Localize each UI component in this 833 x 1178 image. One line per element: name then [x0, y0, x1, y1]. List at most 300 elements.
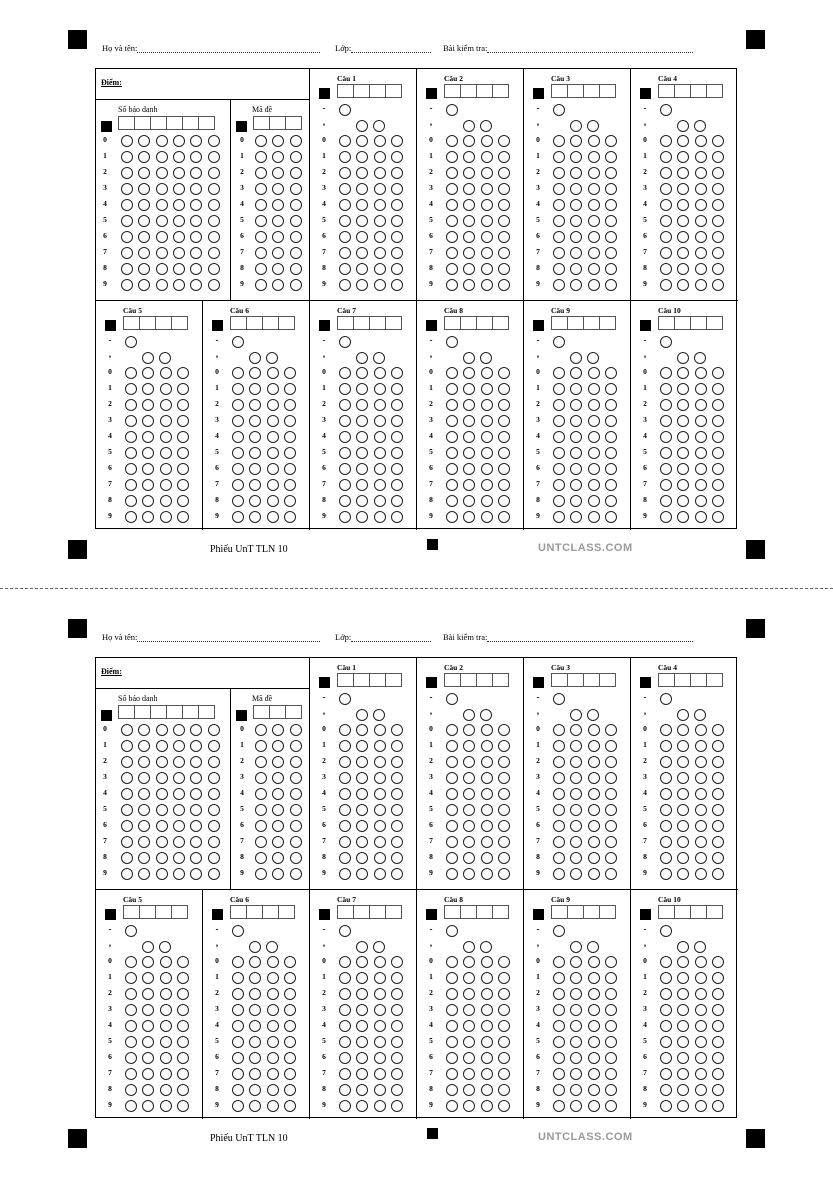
answer-bubble[interactable]: [339, 956, 351, 968]
answer-bubble[interactable]: [249, 383, 261, 395]
answer-bubble[interactable]: [570, 151, 582, 163]
answer-bubble[interactable]: [498, 463, 510, 475]
test-code-bubble[interactable]: [255, 135, 267, 147]
answer-bubble[interactable]: [356, 956, 368, 968]
answer-bubble[interactable]: [463, 247, 475, 259]
answer-bubble[interactable]: [660, 247, 672, 259]
answer-bubble[interactable]: [177, 956, 189, 968]
student-id-bubble[interactable]: [138, 804, 150, 816]
answer-bubble[interactable]: [142, 1100, 154, 1112]
answer-bubble[interactable]: [463, 820, 475, 832]
sign-bubble[interactable]: [339, 336, 351, 348]
answer-bubble[interactable]: [695, 367, 707, 379]
answer-box[interactable]: [706, 905, 723, 919]
student-id-bubble[interactable]: [138, 756, 150, 768]
answer-bubble[interactable]: [356, 724, 368, 736]
answer-box[interactable]: [123, 316, 140, 330]
answer-bubble[interactable]: [267, 447, 279, 459]
student-id-bubble[interactable]: [190, 756, 202, 768]
answer-bubble[interactable]: [374, 868, 386, 880]
digit-box[interactable]: [253, 116, 270, 130]
answer-bubble[interactable]: [284, 1004, 296, 1016]
answer-box[interactable]: [262, 905, 279, 919]
answer-bubble[interactable]: [605, 215, 617, 227]
digit-box[interactable]: [182, 116, 199, 130]
answer-bubble[interactable]: [249, 1068, 261, 1080]
answer-box[interactable]: [599, 673, 616, 687]
answer-bubble[interactable]: [498, 399, 510, 411]
digit-box[interactable]: [269, 116, 286, 130]
answer-bubble[interactable]: [481, 972, 493, 984]
answer-box[interactable]: [278, 905, 295, 919]
answer-bubble[interactable]: [712, 367, 724, 379]
sign-bubble[interactable]: [125, 925, 137, 937]
answer-bubble[interactable]: [553, 1020, 565, 1032]
answer-bubble[interactable]: [660, 1036, 672, 1048]
student-id-bubble[interactable]: [173, 772, 185, 784]
answer-bubble[interactable]: [125, 1100, 137, 1112]
answer-bubble[interactable]: [677, 804, 689, 816]
answer-bubble[interactable]: [553, 263, 565, 275]
answer-bubble[interactable]: [142, 1052, 154, 1064]
answer-box[interactable]: [123, 905, 140, 919]
answer-bubble[interactable]: [712, 820, 724, 832]
student-id-bubble[interactable]: [156, 135, 168, 147]
answer-bubble[interactable]: [712, 1068, 724, 1080]
answer-bubble[interactable]: [570, 956, 582, 968]
answer-bubble[interactable]: [588, 247, 600, 259]
answer-bubble[interactable]: [605, 868, 617, 880]
answer-box[interactable]: [690, 316, 707, 330]
answer-bubble[interactable]: [695, 247, 707, 259]
answer-bubble[interactable]: [374, 479, 386, 491]
answer-bubble[interactable]: [695, 1020, 707, 1032]
answer-bubble[interactable]: [356, 836, 368, 848]
decimal-bubble[interactable]: [570, 352, 582, 364]
answer-bubble[interactable]: [605, 167, 617, 179]
answer-box[interactable]: [690, 905, 707, 919]
sign-bubble[interactable]: [446, 104, 458, 116]
answer-bubble[interactable]: [588, 972, 600, 984]
answer-bubble[interactable]: [356, 740, 368, 752]
answer-bubble[interactable]: [339, 820, 351, 832]
test-code-bubble[interactable]: [290, 151, 302, 163]
answer-bubble[interactable]: [677, 367, 689, 379]
student-id-bubble[interactable]: [173, 836, 185, 848]
answer-bubble[interactable]: [267, 956, 279, 968]
answer-bubble[interactable]: [481, 1004, 493, 1016]
decimal-bubble[interactable]: [373, 352, 385, 364]
answer-bubble[interactable]: [463, 279, 475, 291]
answer-bubble[interactable]: [605, 279, 617, 291]
name-line[interactable]: [137, 44, 320, 53]
answer-bubble[interactable]: [267, 415, 279, 427]
answer-bubble[interactable]: [446, 199, 458, 211]
answer-bubble[interactable]: [498, 1084, 510, 1096]
answer-bubble[interactable]: [605, 852, 617, 864]
answer-bubble[interactable]: [125, 1020, 137, 1032]
answer-box[interactable]: [278, 316, 295, 330]
student-id-bubble[interactable]: [173, 756, 185, 768]
student-id-bubble[interactable]: [173, 135, 185, 147]
answer-bubble[interactable]: [125, 988, 137, 1000]
answer-bubble[interactable]: [498, 956, 510, 968]
answer-bubble[interactable]: [695, 1036, 707, 1048]
test-code-bubble[interactable]: [255, 279, 267, 291]
answer-box[interactable]: [353, 673, 370, 687]
answer-bubble[interactable]: [588, 511, 600, 523]
student-id-bubble[interactable]: [138, 836, 150, 848]
answer-bubble[interactable]: [232, 511, 244, 523]
answer-bubble[interactable]: [446, 972, 458, 984]
answer-bubble[interactable]: [712, 263, 724, 275]
answer-bubble[interactable]: [142, 1084, 154, 1096]
answer-bubble[interactable]: [553, 740, 565, 752]
answer-bubble[interactable]: [481, 231, 493, 243]
digit-box[interactable]: [166, 705, 183, 719]
answer-bubble[interactable]: [660, 1004, 672, 1016]
answer-bubble[interactable]: [481, 772, 493, 784]
answer-bubble[interactable]: [677, 511, 689, 523]
answer-box[interactable]: [444, 673, 461, 687]
student-id-bubble[interactable]: [190, 167, 202, 179]
digit-box[interactable]: [118, 705, 135, 719]
answer-bubble[interactable]: [660, 868, 672, 880]
answer-bubble[interactable]: [356, 1100, 368, 1112]
answer-bubble[interactable]: [481, 1020, 493, 1032]
test-code-bubble[interactable]: [255, 868, 267, 880]
answer-bubble[interactable]: [481, 479, 493, 491]
answer-bubble[interactable]: [677, 383, 689, 395]
answer-bubble[interactable]: [463, 756, 475, 768]
sign-bubble[interactable]: [446, 336, 458, 348]
student-id-bubble[interactable]: [138, 868, 150, 880]
student-id-bubble[interactable]: [208, 167, 220, 179]
answer-bubble[interactable]: [339, 1084, 351, 1096]
answer-bubble[interactable]: [374, 431, 386, 443]
student-id-bubble[interactable]: [208, 756, 220, 768]
answer-bubble[interactable]: [374, 183, 386, 195]
answer-bubble[interactable]: [249, 1084, 261, 1096]
answer-bubble[interactable]: [605, 263, 617, 275]
answer-bubble[interactable]: [660, 447, 672, 459]
answer-bubble[interactable]: [142, 431, 154, 443]
answer-bubble[interactable]: [712, 447, 724, 459]
answer-bubble[interactable]: [481, 1084, 493, 1096]
answer-bubble[interactable]: [177, 1068, 189, 1080]
answer-bubble[interactable]: [588, 463, 600, 475]
answer-bubble[interactable]: [553, 972, 565, 984]
student-id-bubble[interactable]: [121, 772, 133, 784]
test-code-bubble[interactable]: [255, 804, 267, 816]
answer-bubble[interactable]: [588, 868, 600, 880]
answer-bubble[interactable]: [177, 988, 189, 1000]
answer-bubble[interactable]: [391, 756, 403, 768]
answer-bubble[interactable]: [446, 279, 458, 291]
answer-bubble[interactable]: [605, 495, 617, 507]
answer-bubble[interactable]: [463, 1084, 475, 1096]
test-code-bubble[interactable]: [255, 151, 267, 163]
answer-bubble[interactable]: [232, 972, 244, 984]
answer-bubble[interactable]: [553, 167, 565, 179]
answer-bubble[interactable]: [712, 511, 724, 523]
answer-bubble[interactable]: [339, 724, 351, 736]
answer-bubble[interactable]: [660, 756, 672, 768]
student-id-bubble[interactable]: [156, 199, 168, 211]
answer-bubble[interactable]: [712, 383, 724, 395]
answer-bubble[interactable]: [588, 740, 600, 752]
student-id-bubble[interactable]: [208, 868, 220, 880]
answer-bubble[interactable]: [374, 135, 386, 147]
answer-bubble[interactable]: [391, 740, 403, 752]
answer-bubble[interactable]: [498, 415, 510, 427]
answer-bubble[interactable]: [446, 495, 458, 507]
answer-bubble[interactable]: [356, 1084, 368, 1096]
sign-bubble[interactable]: [660, 336, 672, 348]
answer-bubble[interactable]: [374, 463, 386, 475]
answer-box[interactable]: [385, 905, 402, 919]
answer-bubble[interactable]: [570, 495, 582, 507]
answer-bubble[interactable]: [660, 988, 672, 1000]
answer-bubble[interactable]: [446, 247, 458, 259]
digit-box[interactable]: [150, 116, 167, 130]
answer-bubble[interactable]: [446, 1052, 458, 1064]
answer-boxes[interactable]: [444, 84, 508, 98]
answer-bubble[interactable]: [695, 151, 707, 163]
answer-box[interactable]: [583, 905, 600, 919]
answer-bubble[interactable]: [588, 1084, 600, 1096]
answer-bubble[interactable]: [446, 1036, 458, 1048]
student-id-bubble[interactable]: [121, 868, 133, 880]
answer-bubble[interactable]: [463, 740, 475, 752]
test-code-bubble[interactable]: [290, 167, 302, 179]
answer-bubble[interactable]: [481, 852, 493, 864]
answer-box[interactable]: [246, 905, 263, 919]
answer-bubble[interactable]: [374, 1036, 386, 1048]
answer-bubble[interactable]: [267, 988, 279, 1000]
test-code-bubble[interactable]: [272, 788, 284, 800]
student-id-bubble[interactable]: [121, 279, 133, 291]
answer-bubble[interactable]: [677, 135, 689, 147]
answer-bubble[interactable]: [374, 724, 386, 736]
answer-bubble[interactable]: [391, 431, 403, 443]
student-id-bubble[interactable]: [156, 740, 168, 752]
answer-box[interactable]: [583, 316, 600, 330]
answer-bubble[interactable]: [660, 1020, 672, 1032]
student-id-bubble[interactable]: [156, 852, 168, 864]
answer-bubble[interactable]: [356, 1004, 368, 1016]
answer-bubble[interactable]: [446, 1004, 458, 1016]
answer-bubble[interactable]: [391, 215, 403, 227]
sign-bubble[interactable]: [125, 336, 137, 348]
answer-bubble[interactable]: [374, 231, 386, 243]
answer-bubble[interactable]: [677, 1036, 689, 1048]
answer-bubble[interactable]: [498, 1052, 510, 1064]
answer-bubble[interactable]: [677, 463, 689, 475]
answer-bubble[interactable]: [553, 1068, 565, 1080]
answer-bubble[interactable]: [588, 447, 600, 459]
answer-bubble[interactable]: [481, 511, 493, 523]
decimal-bubble[interactable]: [677, 120, 689, 132]
answer-bubble[interactable]: [391, 263, 403, 275]
test-code-bubble[interactable]: [290, 263, 302, 275]
answer-bubble[interactable]: [605, 367, 617, 379]
student-id-bubble[interactable]: [208, 135, 220, 147]
answer-bubble[interactable]: [605, 740, 617, 752]
student-id-bubble[interactable]: [138, 247, 150, 259]
answer-box[interactable]: [337, 673, 354, 687]
answer-bubble[interactable]: [232, 447, 244, 459]
answer-bubble[interactable]: [142, 511, 154, 523]
answer-boxes[interactable]: [551, 905, 615, 919]
answer-boxes[interactable]: [337, 84, 401, 98]
sign-bubble[interactable]: [339, 104, 351, 116]
answer-bubble[interactable]: [660, 463, 672, 475]
test-code-bubble[interactable]: [255, 231, 267, 243]
answer-bubble[interactable]: [374, 199, 386, 211]
answer-bubble[interactable]: [695, 215, 707, 227]
student-id-bubble[interactable]: [138, 820, 150, 832]
answer-box[interactable]: [385, 84, 402, 98]
student-id-bubble[interactable]: [190, 836, 202, 848]
answer-bubble[interactable]: [446, 1100, 458, 1112]
answer-bubble[interactable]: [142, 415, 154, 427]
student-id-bubble[interactable]: [121, 756, 133, 768]
answer-bubble[interactable]: [695, 463, 707, 475]
answer-bubble[interactable]: [339, 479, 351, 491]
answer-bubble[interactable]: [677, 756, 689, 768]
answer-bubble[interactable]: [481, 183, 493, 195]
answer-bubble[interactable]: [160, 972, 172, 984]
answer-bubble[interactable]: [498, 495, 510, 507]
test-code-bubble[interactable]: [290, 820, 302, 832]
answer-bubble[interactable]: [605, 1100, 617, 1112]
answer-bubble[interactable]: [356, 511, 368, 523]
answer-bubble[interactable]: [284, 447, 296, 459]
decimal-bubble[interactable]: [463, 941, 475, 953]
answer-bubble[interactable]: [446, 956, 458, 968]
answer-bubble[interactable]: [588, 135, 600, 147]
answer-bubble[interactable]: [660, 367, 672, 379]
answer-bubble[interactable]: [374, 1052, 386, 1064]
answer-bubble[interactable]: [605, 1004, 617, 1016]
decimal-bubble[interactable]: [463, 709, 475, 721]
answer-box[interactable]: [155, 905, 172, 919]
answer-bubble[interactable]: [356, 151, 368, 163]
decimal-bubble[interactable]: [694, 120, 706, 132]
answer-bubble[interactable]: [339, 151, 351, 163]
digit-box[interactable]: [198, 116, 215, 130]
answer-bubble[interactable]: [339, 868, 351, 880]
test-code-bubble[interactable]: [255, 724, 267, 736]
answer-bubble[interactable]: [498, 511, 510, 523]
answer-bubble[interactable]: [570, 135, 582, 147]
answer-bubble[interactable]: [284, 1084, 296, 1096]
answer-bubble[interactable]: [695, 447, 707, 459]
answer-bubble[interactable]: [677, 1004, 689, 1016]
answer-bubble[interactable]: [712, 183, 724, 195]
test-code-bubble[interactable]: [255, 215, 267, 227]
answer-bubble[interactable]: [160, 956, 172, 968]
student-id-bubble[interactable]: [138, 151, 150, 163]
answer-bubble[interactable]: [588, 479, 600, 491]
answer-bubble[interactable]: [677, 868, 689, 880]
answer-bubble[interactable]: [498, 231, 510, 243]
decimal-bubble[interactable]: [570, 709, 582, 721]
answer-bubble[interactable]: [284, 988, 296, 1000]
test-code-bubble[interactable]: [290, 247, 302, 259]
answer-bubble[interactable]: [677, 167, 689, 179]
answer-bubble[interactable]: [391, 447, 403, 459]
answer-bubble[interactable]: [391, 183, 403, 195]
answer-box[interactable]: [551, 84, 568, 98]
student-id-bubble[interactable]: [208, 820, 220, 832]
decimal-bubble[interactable]: [356, 120, 368, 132]
test-code-bubble[interactable]: [255, 820, 267, 832]
answer-bubble[interactable]: [160, 1100, 172, 1112]
answer-bubble[interactable]: [356, 495, 368, 507]
answer-bubble[interactable]: [712, 772, 724, 784]
test-code-bubble[interactable]: [255, 247, 267, 259]
answer-bubble[interactable]: [570, 231, 582, 243]
answer-bubble[interactable]: [391, 495, 403, 507]
answer-bubble[interactable]: [553, 788, 565, 800]
answer-bubble[interactable]: [391, 279, 403, 291]
answer-bubble[interactable]: [481, 836, 493, 848]
answer-bubble[interactable]: [446, 852, 458, 864]
test-code-bubble[interactable]: [272, 247, 284, 259]
answer-bubble[interactable]: [374, 1068, 386, 1080]
answer-bubble[interactable]: [498, 215, 510, 227]
answer-bubble[interactable]: [446, 1020, 458, 1032]
answer-bubble[interactable]: [570, 1100, 582, 1112]
answer-bubble[interactable]: [588, 215, 600, 227]
decimal-bubble[interactable]: [373, 120, 385, 132]
answer-bubble[interactable]: [374, 383, 386, 395]
answer-box[interactable]: [444, 316, 461, 330]
answer-bubble[interactable]: [498, 1020, 510, 1032]
answer-bubble[interactable]: [446, 367, 458, 379]
student-id-bubble[interactable]: [156, 167, 168, 179]
answer-bubble[interactable]: [339, 972, 351, 984]
answer-bubble[interactable]: [374, 772, 386, 784]
student-id-bubble[interactable]: [190, 740, 202, 752]
answer-bubble[interactable]: [391, 1084, 403, 1096]
answer-bubble[interactable]: [232, 479, 244, 491]
test-code-bubble[interactable]: [272, 263, 284, 275]
answer-bubble[interactable]: [712, 495, 724, 507]
answer-bubble[interactable]: [249, 1004, 261, 1016]
student-id-bubble[interactable]: [190, 247, 202, 259]
test-code-bubble[interactable]: [255, 772, 267, 784]
answer-bubble[interactable]: [677, 820, 689, 832]
answer-bubble[interactable]: [249, 1052, 261, 1064]
answer-bubble[interactable]: [553, 447, 565, 459]
student-id-bubble[interactable]: [208, 247, 220, 259]
student-id-bubble[interactable]: [173, 820, 185, 832]
answer-bubble[interactable]: [660, 836, 672, 848]
answer-bubble[interactable]: [177, 479, 189, 491]
answer-bubble[interactable]: [677, 183, 689, 195]
answer-bubble[interactable]: [267, 1068, 279, 1080]
answer-boxes[interactable]: [551, 316, 615, 330]
class-field[interactable]: [335, 43, 431, 53]
answer-bubble[interactable]: [125, 399, 137, 411]
answer-bubble[interactable]: [498, 724, 510, 736]
answer-bubble[interactable]: [695, 804, 707, 816]
answer-bubble[interactable]: [695, 1068, 707, 1080]
decimal-bubble[interactable]: [356, 352, 368, 364]
